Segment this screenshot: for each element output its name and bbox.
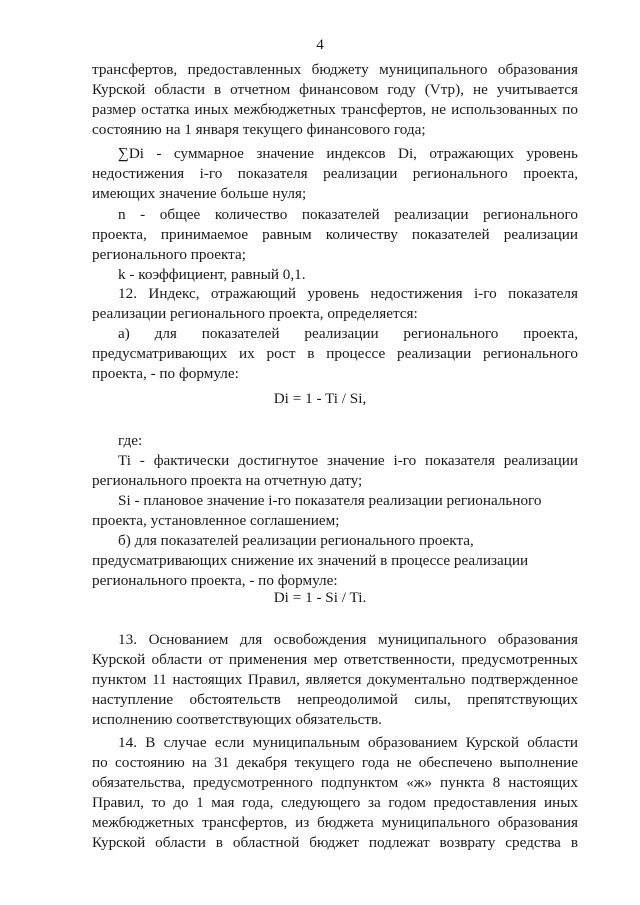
text-line: наступление обстоятельств непреодолимой силы, препятствующих (92, 691, 578, 708)
text-line: Si - плановое значение i-го показателя реализации регионального (118, 492, 542, 509)
text-line: предусматривающих их рост в процессе реализации регионального (92, 345, 578, 362)
formula: Di = 1 - Ti / Si, (273, 390, 367, 407)
text-line: межбюджетных трансфертов, из бюджета муниципального образования (92, 814, 578, 831)
text-line: размер остатка иных межбюджетных трансфертов, не использованных по (92, 101, 578, 118)
text-line: обязательства, предусмотренного подпунктом «ж» пункта 8 настоящих (92, 774, 578, 791)
text-line: 12. Индекс, отражающий уровень недостижения i-го показателя (118, 285, 578, 302)
page-number: 4 (316, 36, 324, 53)
text-line: k - коэффициент, равный 0,1. (118, 266, 306, 283)
formula: Di = 1 - Si / Ti. (273, 589, 367, 606)
text-line: проекта, - по формуле: (92, 365, 239, 382)
text-line: регионального проекта на отчетную дату; (92, 472, 363, 489)
text-line: а) для показателей реализации регионального проекта, (118, 325, 578, 342)
text-line: 14. В случае если муниципальным образованием Курской области (118, 734, 578, 751)
text-line: регионального проекта, - по формуле: (92, 572, 338, 589)
text-line: n - общее количество показателей реализации регионального (118, 206, 578, 223)
text-line: исполнению соответствующих обязательств. (92, 711, 382, 728)
text-line: Курской области в областной бюджет подлежат возврату средства в (92, 834, 578, 851)
text-line: Курской области от применения мер ответственности, предусмотренных (92, 651, 578, 668)
text-line: Ti - фактически достигнутое значение i-го показателя реализации (118, 452, 578, 469)
text-line: проекта, установленное соглашением; (92, 512, 340, 529)
text-line: имеющих значение больше нуля; (92, 185, 307, 202)
text-line: по состоянию на 31 декабря текущего года не обеспечено выполнение (92, 754, 578, 771)
text-line: предусматривающих снижение их значений в процессе реализации (92, 552, 529, 569)
text-line: б) для показателей реализации регионального проекта, (118, 532, 474, 549)
text-line: Курской области в отчетном финансовом году (Vтр), не учитывается (92, 81, 578, 98)
text-line: Правил, то до 1 мая года, следующего за годом предоставления иных (92, 794, 578, 811)
text-line: где: (118, 432, 143, 449)
text-line: состоянию на 1 января текущего финансового года; (92, 121, 426, 138)
text-line: ∑Di - суммарное значение индексов Di, отражающих уровень (118, 145, 578, 162)
text-line: трансфертов, предоставленных бюджету муниципального образования (92, 61, 578, 78)
text-line: проекта, принимаемое равным количеству показателей реализации (92, 226, 578, 243)
text-line: реализации регионального проекта, определяется: (92, 305, 418, 322)
text-line: регионального проекта; (92, 246, 246, 263)
text-line: пунктом 11 настоящих Правил, является документально подтвержденное (92, 671, 578, 688)
text-line: недостижения i-го показателя реализации регионального проекта, (92, 165, 578, 182)
text-line: 13. Основанием для освобождения муниципального образования (118, 631, 578, 648)
